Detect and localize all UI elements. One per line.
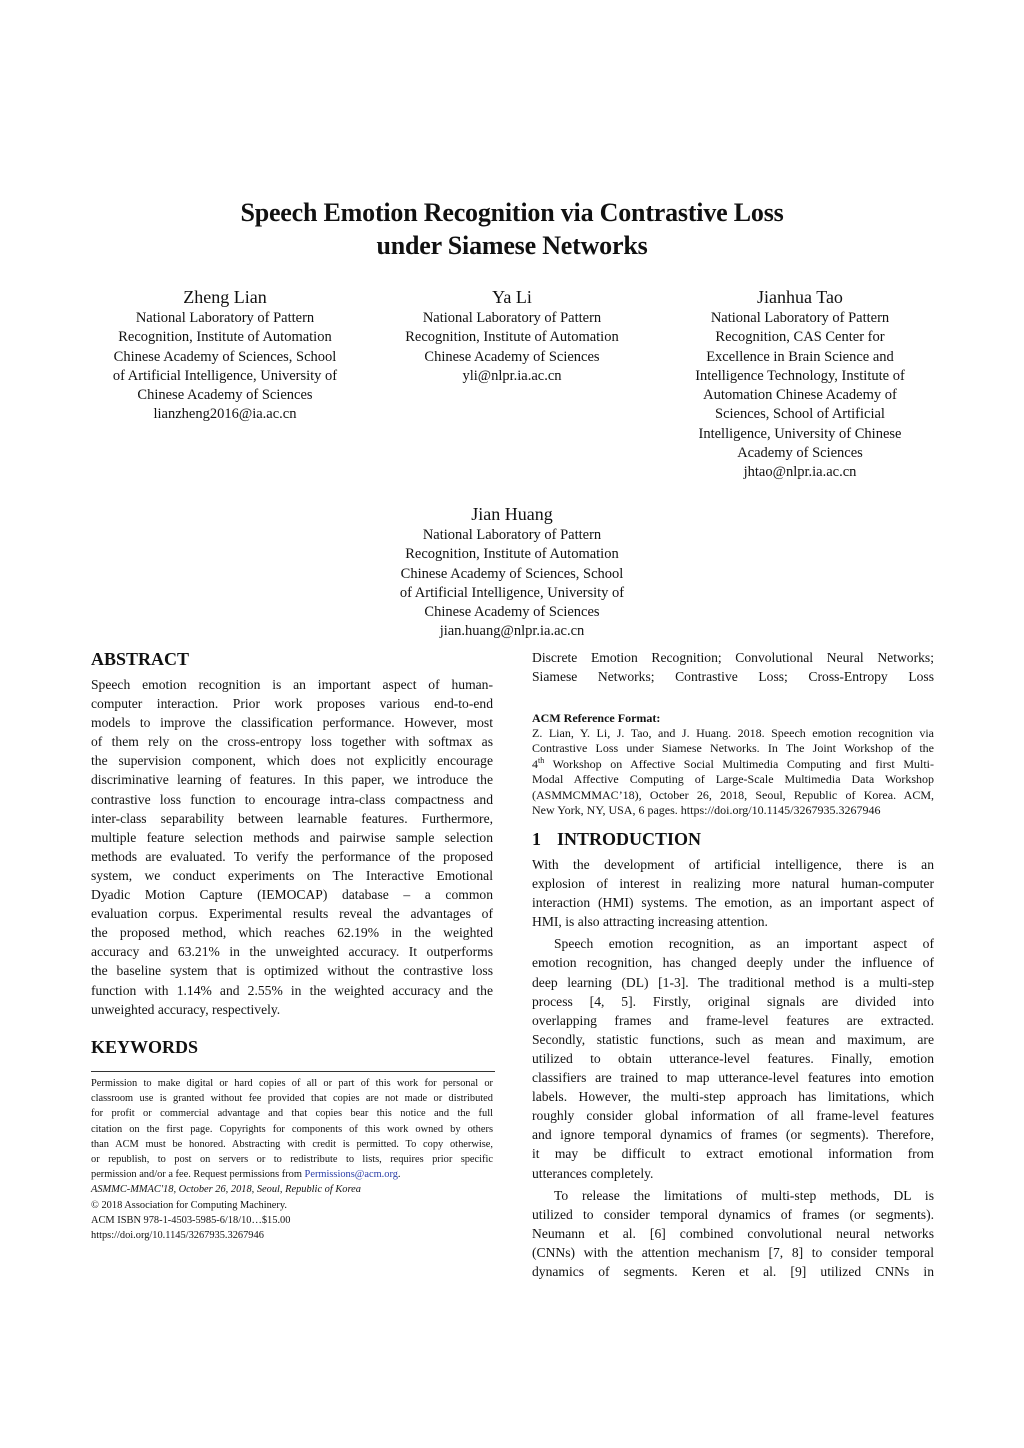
keywords-line: Discrete Emotion Recognition; Convolutional Neural Networks; — [532, 650, 934, 665]
affiliation-line: Intelligence, University of Chinese — [698, 425, 902, 442]
keywords-heading-block — [91, 1036, 493, 1058]
intro-line: To release the limitations of multi-step methods, DL is — [554, 1187, 934, 1203]
affiliation-line: National Laboratory of Pattern — [422, 527, 602, 543]
intro-line: utilized to obtain utterance-level features. Finally, emotion — [532, 1050, 934, 1066]
abstract-body — [91, 675, 493, 1019]
affiliation-line: Chinese Academy of Sciences — [137, 387, 313, 404]
intro-line: classifiers are trained to map utterance-level features into emotion — [532, 1070, 934, 1086]
permission-footnote — [91, 1071, 493, 1243]
affiliation-line: Recognition, CAS Center for — [715, 329, 885, 346]
paper-title — [0, 196, 1024, 262]
abstract-line: Dyadic Motion Capture (IEMOCAP) database – a common — [91, 887, 493, 903]
intro-line: Secondly, statistic functions, such as mean and maximum, are — [532, 1031, 934, 1047]
abstract-line: accuracy and 63.21% in the unweighted accuracy. It outperforms — [91, 944, 493, 960]
section-title: INTRODUCTION — [557, 829, 702, 849]
introduction-heading — [532, 828, 934, 850]
reference-line: New York, NY, USA, 6 pages. https://doi.org/10.1145/3267935.3267946 — [532, 803, 881, 818]
intro-line: dynamics of segments. Keren et al. [9] utilized CNNs in — [532, 1263, 934, 1279]
affiliation-line: National Laboratory of Pattern — [422, 310, 602, 326]
affiliation-line: Chinese Academy of Sciences, School — [113, 348, 337, 365]
abstract-line: evaluation corpus. Experimental results reveal the advantages of — [91, 906, 493, 922]
keywords-list — [532, 648, 934, 686]
author-email[interactable]: jhtao@nlpr.ia.ac.cn — [743, 464, 857, 481]
affiliation-line: Chinese Academy of Sciences, School — [400, 565, 624, 582]
reference-line-rest: Workshop on Affective Social Multimedia Computing and first Multi- — [544, 756, 934, 771]
permission-request-line — [91, 1167, 493, 1182]
permission-line: for profit or commercial advantage and that copies bear this notice and the full — [91, 1108, 493, 1120]
permission-request-text: permission and/or a fee. Request permissions from — [91, 1169, 305, 1181]
intro-line: emotion recognition, has changed deeply under the influence of — [532, 955, 934, 971]
permission-line: Permission to make digital or hard copies of all or part of this work for personal or — [91, 1078, 493, 1089]
isbn: ACM ISBN 978-1-4503-5985-6/18/10…$15.00 — [91, 1214, 291, 1226]
abstract-line: discriminative learning of features. In this paper, we introduce the — [91, 772, 493, 788]
permissions-email-link[interactable]: Permissions@acm.org — [304, 1169, 398, 1181]
intro-paragraph-3 — [532, 1186, 934, 1281]
affiliation-line: Recognition, Institute of Automation — [118, 329, 332, 346]
intro-line: deep learning (DL) [1-3]. The traditional method is a multi-step — [532, 974, 934, 990]
abstract-line: system, we conduct experiments on The Interactive Emotional — [91, 867, 493, 883]
affiliation-line: Chinese Academy of Sciences — [424, 348, 600, 365]
abstract-line: unweighted accuracy, respectively. — [91, 1001, 281, 1017]
permission-line: or republish, to post on servers or to redistribute to lists, requires prior specific — [91, 1154, 493, 1166]
affiliation-line: National Laboratory of Pattern — [710, 310, 890, 326]
intro-line: process [4, 5]. Firstly, original signals are divided into — [532, 993, 934, 1009]
abstract-line: the supervision component, which does not explicitly encourage — [91, 753, 493, 769]
intro-line: overlapping frames and frame-level features are extracted. — [532, 1012, 934, 1028]
intro-line: utilized to consider temporal dynamics of frames (or segments). — [532, 1206, 934, 1222]
reference-ordinal: 4 — [532, 756, 538, 771]
reference-line: Z. Lian, Y. Li, J. Tao, and J. Huang. 2018. Speech emotion recognition via — [532, 726, 934, 740]
author-name: Jianhua Tao — [757, 287, 843, 307]
intro-line: HMI, is also attracting increasing attention. — [532, 914, 768, 930]
affiliation-line: of Artificial Intelligence, University of — [399, 584, 625, 601]
author-block-jianhua-tao — [655, 286, 945, 483]
intro-line: Speech emotion recognition, as an important aspect of — [554, 936, 934, 952]
author-email[interactable]: jian.huang@nlpr.ia.ac.cn — [439, 623, 585, 640]
abstract-line: the baseline system that is optimized without the contrastive loss — [91, 963, 493, 979]
intro-line: With the development of artificial intelligence, there is an — [532, 857, 934, 872]
abstract-line: inter-class separability between learnable features. Furthermore, — [91, 810, 493, 826]
acm-reference-body — [532, 726, 934, 818]
abstract-line: the proposed method, which reaches 62.19% in the weighted — [91, 925, 493, 941]
abstract-line: of them rely on the cross-entropy loss together with softmax as — [91, 734, 493, 750]
intro-line: it may be difficult to extract emotional information from — [532, 1146, 934, 1162]
affiliation-line: National Laboratory of Pattern — [135, 310, 315, 326]
reference-line: (ASMMCMMAC’18), October 26, 2018, Seoul, Republic of Korea. ACM, — [532, 787, 934, 802]
abstract-line: Speech emotion recognition is an important aspect of human- — [91, 677, 493, 692]
permission-line: citation on the first page. Copyrights for components of this work owned by others — [91, 1123, 493, 1135]
permission-line: than ACM must be honored. Abstracting with credit is permitted. To copy otherwise, — [91, 1138, 493, 1150]
intro-line: interaction (HMI) systems. The emotion, as an important aspect of — [532, 895, 934, 911]
abstract-line: multiple feature selection methods and pairwise sample selection — [91, 829, 493, 845]
abstract-line: models to improve the classification performance. However, most — [91, 715, 493, 731]
conference-info: ASMMC-MMAC'18, October 26, 2018, Seoul, Republic of Korea — [91, 1184, 361, 1196]
abstract-section — [91, 648, 493, 1019]
copyright-notice: © 2018 Association for Computing Machinery. — [91, 1199, 287, 1211]
title-line-2: under Siamese Networks — [376, 231, 648, 260]
intro-line: explosion of interest in realizing more natural human-computer — [532, 876, 934, 892]
reference-line: Modal Affective Computing of Large-Scale Multimedia Data Workshop — [532, 772, 934, 787]
intro-paragraph-1 — [532, 855, 934, 931]
permission-text — [91, 1076, 493, 1243]
section-number: 1 — [532, 829, 541, 849]
reference-line: Contrastive Loss under Siamese Networks. In The Joint Workshop of the — [532, 741, 934, 756]
abstract-line: methods are evaluated. To verify the performance of the proposed — [91, 848, 493, 864]
keywords-body — [532, 648, 934, 686]
abstract-line: contrastive loss function to encourage intra-class compactness and — [91, 791, 493, 807]
author-block-ya-li — [367, 286, 657, 386]
intro-line: roughly consider global information of all frame-level features — [532, 1108, 934, 1124]
intro-line: Neumann et al. [6] combined convolutional neural networks — [532, 1225, 934, 1241]
author-name: Jian Huang — [471, 504, 553, 524]
reference-line — [532, 757, 934, 772]
affiliation-line: Excellence in Brain Science and — [706, 348, 894, 365]
abstract-line: function with 1.14% and 2.55% in the weighted accuracy and the — [91, 982, 493, 998]
affiliation-line: Automation Chinese Academy of — [703, 387, 897, 404]
reference-ordinal-suffix: th — [538, 755, 545, 765]
intro-line: and ignore temporal dynamics of frames (or segments). Therefore, — [532, 1127, 934, 1143]
intro-line: (CNNs) with the attention mechanism [7, 8] to consider temporal — [532, 1244, 934, 1260]
abstract-heading: ABSTRACT — [91, 649, 190, 669]
author-name: Zheng Lian — [183, 287, 267, 307]
affiliation-line: Sciences, School of Artificial — [715, 406, 885, 423]
affiliation-line: Recognition, Institute of Automation — [405, 329, 619, 346]
author-email[interactable]: lianzheng2016@ia.ac.cn — [153, 406, 297, 423]
acm-reference — [532, 710, 934, 818]
introduction-section — [532, 828, 934, 1281]
doi-link[interactable]: https://doi.org/10.1145/3267935.3267946 — [91, 1230, 264, 1242]
abstract-line: computer interaction. Prior work proposes various end-to-end — [91, 696, 493, 712]
affiliation-line: of Artificial Intelligence, University of — [112, 367, 338, 384]
keywords-line: Siamese Networks; Contrastive Loss; Cross-Entropy Loss — [532, 669, 934, 685]
keywords-heading: KEYWORDS — [91, 1037, 199, 1057]
author-block-zheng-lian — [80, 286, 370, 425]
affiliation-line: Chinese Academy of Sciences — [424, 604, 600, 621]
author-name: Ya Li — [492, 287, 532, 307]
permission-line: classroom use is granted without fee provided that copies are not made or distributed — [91, 1093, 493, 1105]
footnote-divider — [91, 1071, 495, 1072]
author-block-jian-huang — [367, 503, 657, 642]
affiliation-line: Intelligence Technology, Institute of — [695, 367, 905, 384]
acm-reference-heading: ACM Reference Format: — [532, 711, 661, 725]
author-email[interactable]: yli@nlpr.ia.ac.cn — [462, 367, 562, 384]
affiliation-line: Recognition, Institute of Automation — [405, 546, 619, 563]
title-line-1: Speech Emotion Recognition via Contrastive Loss — [240, 198, 784, 227]
permission-request-suffix: . — [397, 1169, 401, 1181]
intro-line: labels. However, the multi-step approach has limitations, which — [532, 1089, 934, 1105]
intro-line: utterances completely. — [532, 1165, 654, 1181]
affiliation-line: Academy of Sciences — [737, 445, 863, 462]
intro-paragraph-2 — [532, 934, 934, 1182]
